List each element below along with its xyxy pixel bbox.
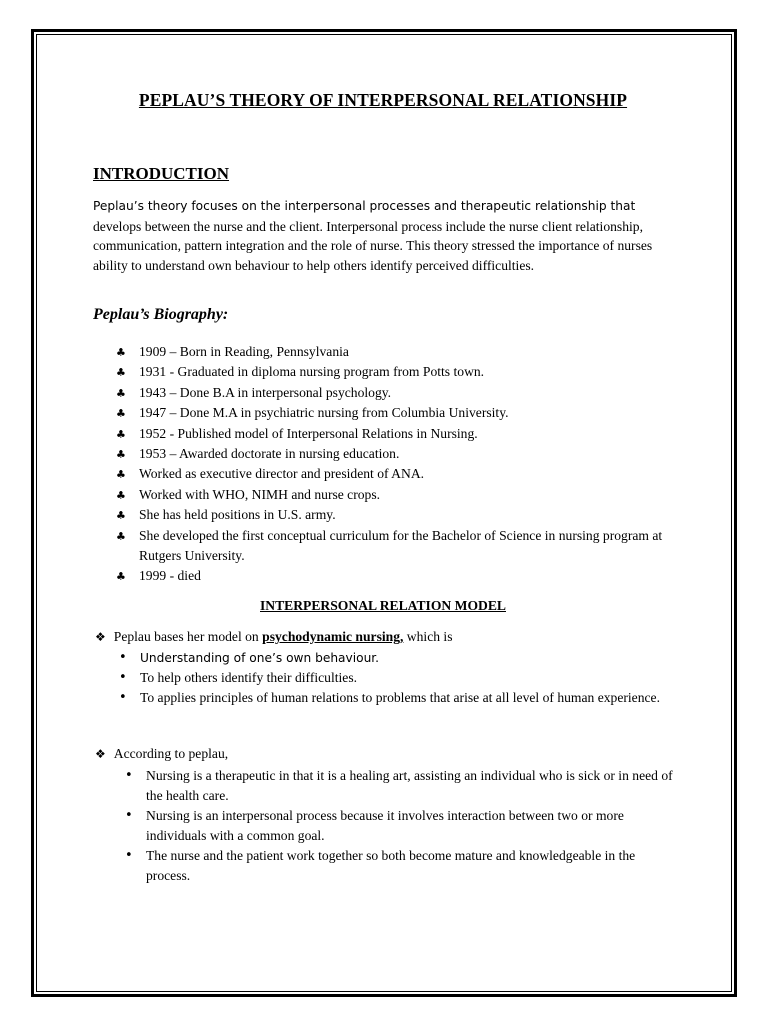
list-item-text: 1909 – Born in Reading, Pennsylvania — [139, 344, 349, 359]
club-bullet-icon: ♣ — [116, 366, 126, 380]
list-item — [117, 648, 673, 668]
introduction-first-line: Peplau’s theory focuses on the interpersonal processes and therapeutic relationship that — [93, 199, 636, 213]
list-item-text: 1931 - Graduated in diploma nursing program from Potts town. — [139, 364, 485, 380]
list-item — [116, 444, 676, 464]
list-item — [116, 464, 676, 484]
club-bullet-icon: ♣ — [116, 468, 126, 482]
list-item-text: 1943 – Done B.A in interpersonal psychology. — [139, 384, 392, 400]
dot-bullet-icon: • — [125, 768, 133, 783]
list-item — [123, 846, 673, 886]
list-item — [116, 403, 676, 423]
list-item — [116, 485, 676, 505]
club-bullet-icon: ♣ — [116, 509, 126, 523]
introduction-rest: develops between the nurse and the client. Interpersonal process include the nurse client relationship, communication, pattern integration and the role of nurse. This theory stressed the importance of nurses ability to understand own behaviour to help others identify perceived difficulties. — [93, 218, 653, 273]
list-item-text: Nursing is a therapeutic in that it is a healing art, assisting an individual who is sick or in need of the health care. — [146, 768, 673, 803]
dot-bullet-icon: • — [119, 650, 127, 665]
list-item — [123, 766, 673, 806]
club-bullet-icon: ♣ — [116, 570, 126, 584]
list-item-text: Understanding of one’s own behaviour. — [140, 651, 380, 665]
document-title: PEPLAU’S THEORY OF INTERPERSONAL RELATIONSHIP — [138, 90, 628, 110]
biography-heading: Peplau’s Biography: — [93, 306, 229, 323]
list-item — [116, 526, 676, 567]
model-point-1-emphasis: psychodynamic nursing, — [262, 629, 404, 644]
list-item — [116, 505, 676, 525]
club-bullet-icon: ♣ — [116, 488, 126, 502]
introduction-heading: INTRODUCTION — [93, 164, 230, 183]
list-item — [116, 362, 676, 382]
list-item-text: She developed the first conceptual curriculum for the Bachelor of Science in nursing program at Rutgers University. — [139, 527, 663, 564]
dot-bullet-icon: • — [125, 848, 133, 863]
list-item-text: She has held positions in U.S. army. — [139, 507, 336, 523]
list-item — [117, 668, 673, 688]
list-item — [116, 383, 676, 403]
list-item-text: 1999 - died — [139, 568, 201, 584]
introduction-paragraph — [93, 196, 673, 275]
club-bullet-icon: ♣ — [116, 529, 126, 543]
model-point-1-suffix: which is — [403, 629, 453, 644]
list-item-text: Worked with WHO, NIMH and nurse crops. — [139, 486, 381, 502]
model-point-2-list — [123, 766, 673, 886]
list-item-text: Nursing is an interpersonal process because it involves interaction between two or more individuals with a common goal. — [146, 808, 624, 843]
list-item — [123, 806, 673, 846]
model-point-1 — [95, 627, 675, 647]
club-bullet-icon: ♣ — [116, 427, 126, 441]
list-item-text: 1952 - Published model of Interpersonal Relations in Nursing. — [139, 425, 478, 441]
model-point-1-list — [117, 648, 673, 708]
model-point-1-prefix: Peplau bases her model on — [113, 629, 263, 644]
model-heading: INTERPERSONAL RELATION MODEL — [260, 598, 506, 613]
list-item-text: 1947 – Done M.A in psychiatric nursing from Columbia University. — [139, 405, 509, 421]
list-item — [116, 342, 676, 362]
model-point-2-text: According to peplau, — [113, 746, 229, 761]
model-point-2 — [95, 744, 675, 764]
list-item-text: 1953 – Awarded doctorate in nursing education. — [139, 446, 400, 462]
club-bullet-icon: ♣ — [116, 386, 126, 400]
list-item-text: To help others identify their difficulties. — [140, 670, 358, 685]
list-item — [116, 566, 676, 586]
club-bullet-icon: ♣ — [116, 448, 126, 462]
dot-bullet-icon: • — [125, 808, 133, 823]
club-bullet-icon: ♣ — [116, 346, 126, 359]
list-item-text: To applies principles of human relations to problems that arise at all level of human experience. — [140, 690, 660, 705]
diamond-bullet-icon: ❖ — [95, 747, 106, 761]
list-item — [116, 424, 676, 444]
dot-bullet-icon: • — [119, 670, 127, 685]
biography-list — [116, 342, 676, 587]
diamond-bullet-icon: ❖ — [95, 630, 106, 644]
club-bullet-icon: ♣ — [116, 407, 126, 421]
list-item-text: The nurse and the patient work together so both become mature and knowledgeable in the process. — [146, 848, 636, 883]
list-item-text: Worked as executive director and president of ANA. — [139, 466, 425, 482]
dot-bullet-icon: • — [119, 690, 127, 705]
list-item — [117, 688, 673, 708]
